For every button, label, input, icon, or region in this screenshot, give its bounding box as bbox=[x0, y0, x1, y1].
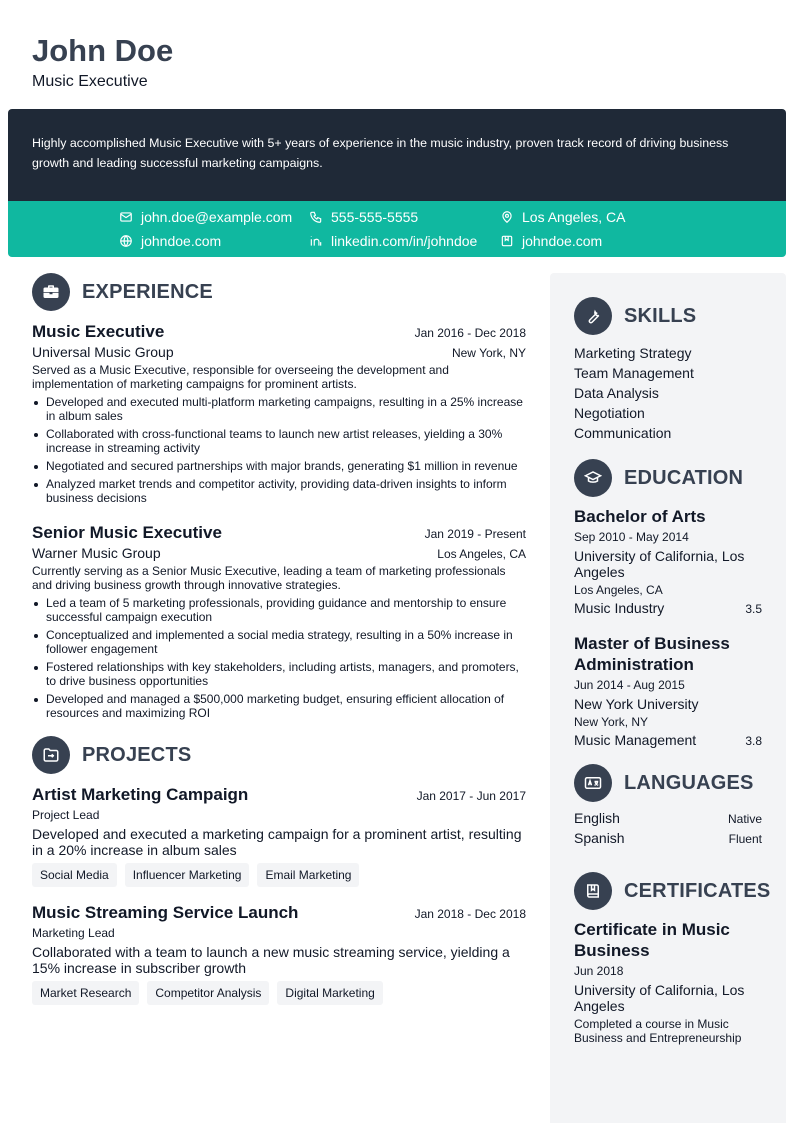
project-entry bbox=[32, 903, 526, 1005]
map-pin-icon bbox=[500, 210, 514, 224]
project-title: Music Streaming Service Launch bbox=[32, 903, 299, 922]
contact-email-text: john.doe@example.com bbox=[141, 209, 293, 225]
education-heading bbox=[574, 459, 762, 497]
education-field: Music Industry bbox=[574, 600, 665, 616]
language-name: Spanish bbox=[574, 830, 625, 846]
translate-icon bbox=[584, 774, 602, 792]
education-section bbox=[574, 459, 762, 748]
linkedin-icon bbox=[309, 234, 323, 248]
mail-icon bbox=[119, 210, 133, 224]
skills-list bbox=[574, 343, 762, 443]
language-level: Native bbox=[727, 812, 762, 826]
education-icon-circle bbox=[574, 459, 612, 497]
project-role: Marketing Lead bbox=[32, 926, 115, 940]
projects-icon-circle bbox=[32, 736, 70, 774]
project-description: Developed and executed a marketing campaign for a prominent artist, resulting in a 20% increase in album sales bbox=[32, 826, 522, 858]
project-entry bbox=[32, 785, 526, 887]
certificates-icon-circle bbox=[574, 872, 612, 910]
skill-item: Marketing Strategy bbox=[574, 345, 692, 361]
education-location: New York, NY bbox=[574, 715, 649, 729]
wrench-icon bbox=[584, 307, 602, 325]
skills-heading bbox=[574, 297, 762, 335]
person-name: John Doe bbox=[32, 33, 174, 68]
job-bullet: Fostered relationships with key stakeholders, including artists, managers, and promoters, to drive business opportunities bbox=[32, 660, 526, 688]
contact-bar bbox=[8, 201, 786, 257]
skill-item: Communication bbox=[574, 425, 672, 441]
contact-email[interactable] bbox=[119, 209, 292, 225]
education-school: University of California, Los Angeles bbox=[574, 548, 745, 580]
folder-icon bbox=[42, 746, 60, 764]
contact-website[interactable] bbox=[119, 233, 221, 249]
phone-icon bbox=[309, 210, 323, 224]
project-description: Collaborated with a team to launch a new music streaming service, yielding a 15% increase in subscriber growth bbox=[32, 944, 510, 976]
job-bullets bbox=[32, 395, 526, 505]
job-title: Music Executive bbox=[32, 322, 165, 341]
project-role: Project Lead bbox=[32, 808, 100, 822]
job-bullet: Developed and managed a $500,000 marketing budget, ensuring efficient allocation of resources and maximizing ROI bbox=[32, 692, 526, 720]
summary-box bbox=[8, 109, 786, 201]
resume-header bbox=[32, 32, 173, 91]
contact-phone[interactable] bbox=[309, 209, 418, 225]
certificate-description: Completed a course in Music Business and Entrepreneurship bbox=[574, 1017, 742, 1045]
globe-icon bbox=[119, 234, 133, 248]
job-bullet: Collaborated with cross-functional teams to launch new artist releases, yielding a 30% increase in streaming activity bbox=[32, 427, 526, 455]
briefcase-icon bbox=[42, 283, 60, 301]
sidebar-column bbox=[574, 297, 771, 1045]
certificate-date: Jun 2018 bbox=[574, 964, 624, 978]
education-title: EDUCATION bbox=[624, 466, 744, 489]
project-tags bbox=[32, 863, 526, 887]
job-location: Los Angeles, CA bbox=[437, 547, 526, 561]
education-gpa: 3.5 bbox=[745, 602, 762, 616]
contact-linkedin-text: linkedin.com/in/johndoe bbox=[331, 233, 478, 249]
contact-website-text: johndoe.com bbox=[141, 233, 222, 249]
job-bullet: Led a team of 5 marketing professionals, providing guidance and mentorship to ensure successful campaign execution bbox=[32, 596, 526, 624]
contact-phone-text: 555-555-5555 bbox=[331, 209, 419, 225]
experience-heading bbox=[32, 273, 526, 311]
certificates-section bbox=[574, 872, 771, 1045]
skill-item: Data Analysis bbox=[574, 385, 659, 401]
projects-title: PROJECTS bbox=[82, 743, 192, 766]
job-title: Music Executive bbox=[32, 73, 148, 90]
education-entry bbox=[574, 633, 762, 748]
experience-icon-circle bbox=[32, 273, 70, 311]
education-field: Music Management bbox=[574, 732, 697, 748]
job-entry bbox=[32, 523, 526, 720]
job-description: Served as a Music Executive, responsible for overseeing the development and implementation of marketing campaigns for prominent artists. bbox=[32, 363, 449, 391]
language-level: Fluent bbox=[728, 832, 762, 846]
certificates-title: CERTIFICATES bbox=[624, 879, 771, 902]
project-title: Artist Marketing Campaign bbox=[32, 785, 249, 804]
job-title: Senior Music Executive bbox=[32, 523, 222, 542]
project-tags bbox=[32, 981, 526, 1005]
job-company: Universal Music Group bbox=[32, 344, 174, 360]
summary-text: Highly accomplished Music Executive with 5+ years of experience in the music industry, proven track record of driving business growth and leading successful marketing campaigns. bbox=[32, 136, 729, 170]
education-school: New York University bbox=[574, 696, 699, 712]
book-icon bbox=[584, 882, 602, 900]
job-entry bbox=[32, 322, 526, 505]
languages-icon-circle bbox=[574, 764, 612, 802]
education-date: Sep 2010 - May 2014 bbox=[574, 530, 689, 544]
education-location: Los Angeles, CA bbox=[574, 583, 663, 597]
job-date: Jan 2016 - Dec 2018 bbox=[414, 326, 526, 340]
project-tag: Social Media bbox=[32, 863, 117, 887]
project-date: Jan 2017 - Jun 2017 bbox=[416, 789, 526, 803]
job-bullet: Developed and executed multi-platform marketing campaigns, resulting in a 25% increase in album sales bbox=[32, 395, 526, 423]
certificates-heading bbox=[574, 872, 771, 910]
skill-item: Team Management bbox=[574, 365, 694, 381]
main-column bbox=[32, 273, 526, 1005]
education-gpa: 3.8 bbox=[745, 734, 762, 748]
languages-heading bbox=[574, 764, 762, 802]
education-degree: Bachelor of Arts bbox=[574, 507, 706, 526]
job-bullet: Conceptualized and implemented a social media strategy, resulting in a 50% increase in follower engagement bbox=[32, 628, 526, 656]
job-location: New York, NY bbox=[451, 346, 526, 360]
contact-location bbox=[500, 209, 626, 225]
languages-title: LANGUAGES bbox=[624, 771, 754, 794]
skill-item: Negotiation bbox=[574, 405, 645, 421]
certificate-issuer: University of California, Los Angeles bbox=[574, 982, 745, 1014]
education-entry bbox=[574, 506, 762, 616]
project-tag: Market Research bbox=[32, 981, 139, 1005]
job-description: Currently serving as a Senior Music Executive, leading a team of marketing professionals and driving business growth through innovative strategies. bbox=[32, 564, 506, 592]
education-date: Jun 2014 - Aug 2015 bbox=[574, 678, 685, 692]
contact-portfolio-text: johndoe.com bbox=[522, 233, 603, 249]
certificate-name: Certificate in Music Business bbox=[574, 920, 730, 960]
experience-title: EXPERIENCE bbox=[82, 280, 213, 303]
contact-linkedin[interactable] bbox=[309, 233, 477, 249]
language-row bbox=[574, 810, 762, 830]
graduation-cap-icon bbox=[584, 469, 602, 487]
projects-section bbox=[32, 736, 526, 1005]
skills-icon-circle bbox=[574, 297, 612, 335]
project-tag: Email Marketing bbox=[257, 863, 359, 887]
project-date: Jan 2018 - Dec 2018 bbox=[414, 907, 526, 921]
skills-title: SKILLS bbox=[624, 304, 697, 327]
project-tag: Competitor Analysis bbox=[147, 981, 269, 1005]
education-degree: Master of Business Administration bbox=[574, 634, 730, 674]
language-row bbox=[574, 830, 762, 850]
job-company: Warner Music Group bbox=[32, 545, 161, 561]
job-bullet: Analyzed market trends and competitor activity, providing data-driven insights to inform business decisions bbox=[32, 477, 526, 505]
project-tag: Influencer Marketing bbox=[125, 863, 250, 887]
portfolio-icon bbox=[500, 234, 514, 248]
languages-list bbox=[574, 810, 762, 850]
contact-portfolio[interactable] bbox=[500, 233, 602, 249]
job-date: Jan 2019 - Present bbox=[424, 527, 526, 541]
language-name: English bbox=[574, 810, 620, 826]
projects-heading bbox=[32, 736, 526, 774]
languages-section bbox=[574, 764, 762, 850]
job-bullet: Negotiated and secured partnerships with major brands, generating $1 million in revenue bbox=[32, 459, 526, 473]
contact-location-text: Los Angeles, CA bbox=[522, 209, 626, 225]
job-bullets bbox=[32, 596, 526, 720]
certificate-entry bbox=[574, 919, 762, 1045]
project-tag: Digital Marketing bbox=[277, 981, 382, 1005]
